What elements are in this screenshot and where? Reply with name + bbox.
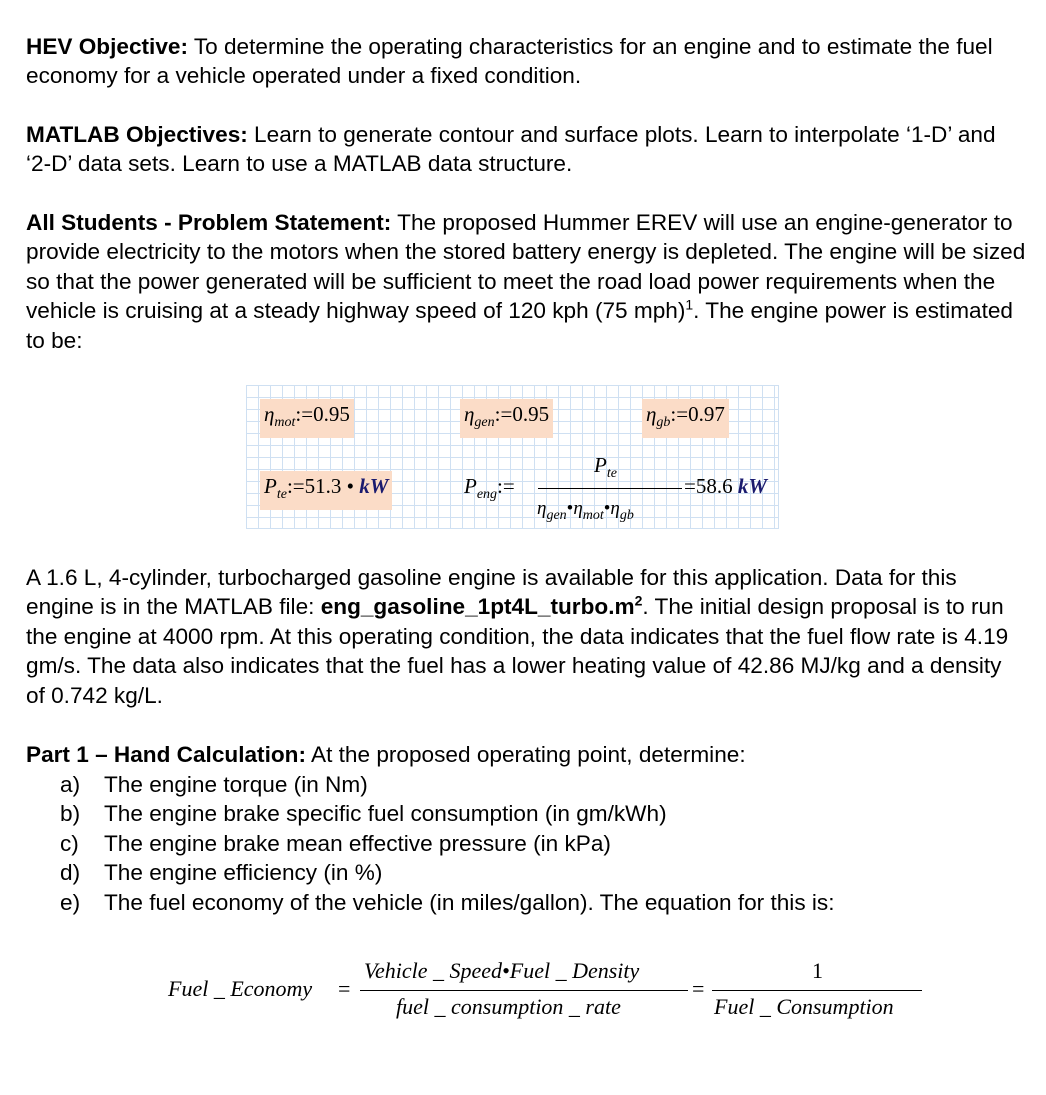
equation-denominator-1: fuel _ consumption _ rate [396, 994, 621, 1019]
list-item-label: c) [60, 830, 79, 856]
eta-gen-subscript: gen [474, 415, 495, 430]
part1-paragraph [26, 740, 1026, 769]
p-eng-value: 58.6 [695, 474, 733, 498]
assign-operator: := [286, 474, 305, 498]
eta-symbol: η [573, 498, 583, 519]
list-item-text: The engine brake mean effective pressure (in kPa) [104, 830, 611, 856]
assign-operator: := [295, 402, 314, 426]
footnote-marker-1: 1 [685, 296, 694, 313]
list-item [60, 858, 835, 887]
matlab-objectives-text: Learn to generate contour and surface plots. Learn to interpolate ‘1-D’ and ‘2-D’ data sets. Learn to use a MATLAB data structure. [26, 122, 996, 177]
p-eng-subscript: eng [476, 487, 498, 502]
list-item-label: b) [60, 801, 81, 827]
p-te-value: 51.3 [304, 474, 342, 498]
list-item-text: The engine brake specific fuel consumption (in gm/kWh) [104, 801, 667, 827]
equation-denominator-2: Fuel _ Consumption [714, 994, 894, 1019]
multiply-dot: • [603, 498, 611, 519]
equals-sign: = [684, 474, 696, 498]
part1-text: At the proposed operating point, determine: [305, 742, 746, 767]
assign-operator: := [670, 402, 689, 426]
list-item-text: The fuel economy of the vehicle (in miles/gallon). The equation for this is: [104, 889, 835, 915]
problem-statement-text: The proposed Hummer EREV will use an engine-generator to provide electricity to the motors when the stored battery energy is depleted. The engine will be sized so that the power generated will be sufficient to meet the road load power requirements when the vehicle is cruising at a steady highway speed of 120 kph (75 mph) [26, 210, 1026, 324]
p-symbol: P [594, 453, 607, 477]
fraction-line-1 [360, 990, 688, 991]
assign-operator: := [494, 402, 513, 426]
list-item [60, 799, 835, 828]
hev-objective-text: To determine the operating characteristics for an engine and to estimate the fuel economy for a vehicle operated under a fixed condition. [26, 34, 993, 89]
eta-mot-subscript: mot [582, 508, 604, 523]
equation-lhs: Fuel _ Economy [168, 976, 313, 1001]
list-item [60, 770, 835, 799]
eta-symbol: η [264, 402, 275, 426]
eta-symbol: η [464, 402, 475, 426]
multiply-dot: • [346, 474, 354, 498]
list-item-label: a) [60, 772, 81, 797]
matlab-objectives-heading: MATLAB Objectives: [26, 122, 248, 147]
equals-sign: = [692, 976, 705, 1001]
list-item-label: e) [60, 889, 81, 915]
p-eng-denominator [537, 498, 634, 524]
eta-gen-definition [460, 399, 553, 438]
p-eng-numerator [594, 453, 617, 482]
p-te-subscript: te [276, 487, 287, 502]
list-item [60, 888, 835, 917]
p-te-subscript: te [606, 466, 617, 481]
mathcad-worksheet-region [246, 385, 779, 529]
hev-objective-paragraph [26, 32, 1026, 91]
p-eng-lhs [464, 474, 515, 503]
engine-text-1: A 1.6 L, 4-cylinder, turbocharged gasoline engine is available for this application. Data for this engine is in the MATLAB file: [26, 565, 957, 620]
eta-symbol: η [610, 498, 620, 519]
eta-gen-value: 0.95 [512, 402, 550, 426]
eta-symbol: η [537, 498, 547, 519]
footnote-marker-2: 2 [634, 592, 643, 609]
eta-gb-subscript: gb [656, 415, 671, 430]
engine-text-2: . The initial design proposal is to run the engine at 4000 rpm. At this operating condition, the data indicates that the fuel flow rate is 4.19 gm/s. The data also indicates that the fuel has a lower heating value of 42.86 MJ/kg and a density of 0.742 kg/L. [26, 594, 1009, 708]
fraction-line-2 [712, 990, 922, 991]
engine-file-name: eng_gasoline_1pt4L_turbo.m [320, 594, 635, 620]
problem-statement-heading: All Students - Problem Statement: [26, 210, 392, 235]
eta-symbol: η [646, 402, 657, 426]
assign-operator: := [497, 474, 515, 498]
part1-task-list [60, 770, 835, 917]
p-eng-fraction-line [538, 488, 682, 489]
p-symbol: P [264, 474, 277, 498]
eta-mot-definition [260, 399, 354, 438]
eta-gb-subscript: gb [619, 508, 634, 523]
equation-numerator-2: 1 [812, 958, 823, 983]
list-item-text: The engine torque (in Nm) [104, 772, 368, 797]
eta-gb-value: 0.97 [688, 402, 725, 426]
equals-sign: = [338, 976, 351, 1001]
list-item [60, 829, 835, 858]
part1-heading: Part 1 – Hand Calculation: [26, 742, 306, 767]
matlab-objectives-paragraph [26, 120, 1026, 179]
p-te-definition [260, 471, 392, 510]
problem-statement-paragraph [26, 208, 1026, 355]
eta-gb-definition [642, 399, 729, 438]
p-te-unit: kW [359, 474, 389, 498]
engine-paragraph [26, 563, 1026, 710]
eta-mot-value: 0.95 [313, 402, 350, 426]
problem-statement-text-end: . The engine power is estimated to be: [26, 298, 1013, 353]
list-item-text: The engine efficiency (in %) [104, 860, 383, 886]
p-symbol: P [464, 474, 477, 498]
multiply-dot: • [566, 498, 574, 519]
hev-objective-heading: HEV Objective: [26, 34, 188, 59]
eta-mot-subscript: mot [274, 415, 296, 430]
p-eng-unit: kW [737, 474, 768, 498]
p-eng-result [684, 474, 767, 499]
list-item-label: d) [60, 860, 81, 886]
equation-numerator-1: Vehicle _ Speed•Fuel _ Density [364, 958, 640, 983]
eta-gen-subscript: gen [546, 508, 567, 523]
